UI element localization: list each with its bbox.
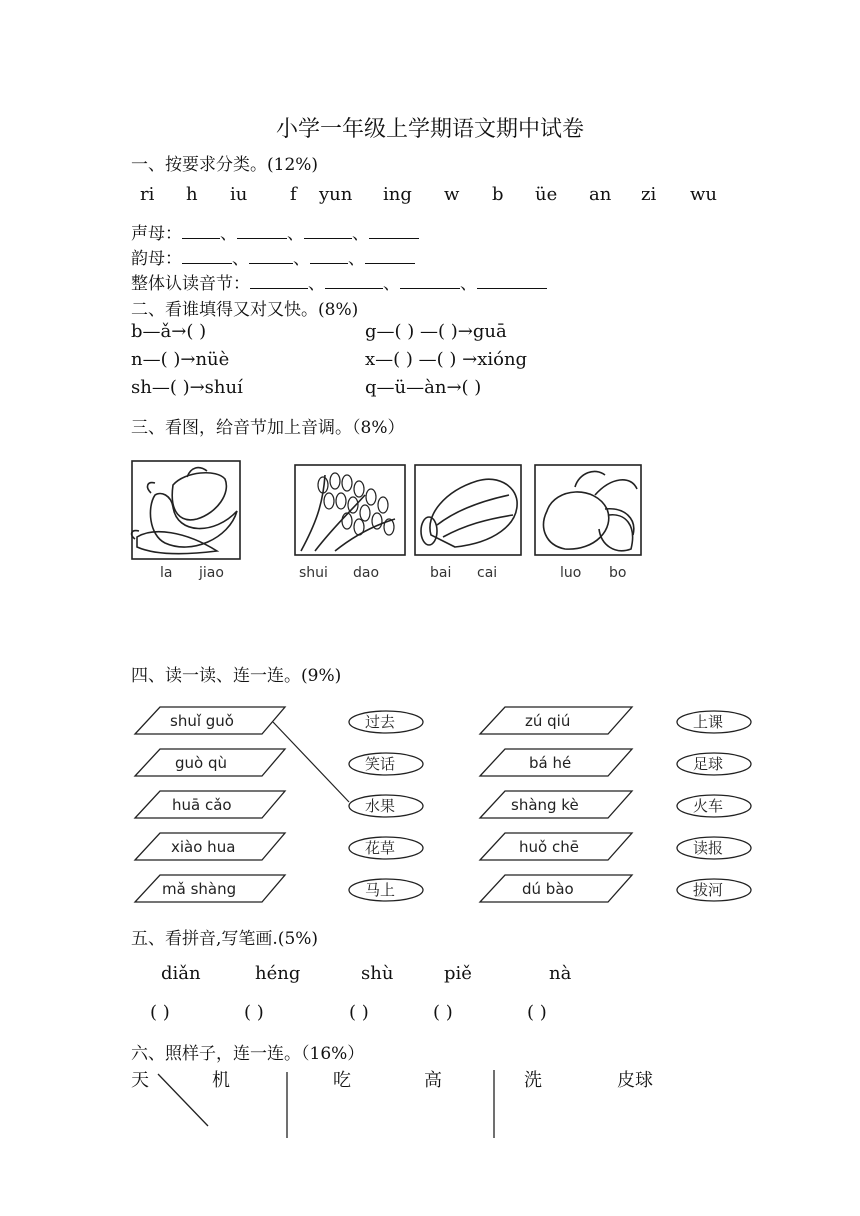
fill-item: x—( ) —( ) →xióng xyxy=(365,349,528,370)
chili-pepper-icon xyxy=(132,461,240,559)
stroke-pinyin: shù xyxy=(361,963,394,984)
word-label: 拔河 xyxy=(693,881,724,899)
word-label: 花草 xyxy=(365,839,396,857)
answer-blank[interactable] xyxy=(182,249,232,264)
pinyin-label: dú bào xyxy=(522,880,574,898)
letter-item: b xyxy=(492,184,504,205)
letter-item: yun xyxy=(319,184,353,205)
caption-syllable: bai xyxy=(430,565,452,581)
letter-item: an xyxy=(589,184,612,205)
page-title: 小学一年级上学期语文期中试卷 xyxy=(275,117,584,142)
letter-item: ri xyxy=(140,184,155,205)
match-word: 皮球 xyxy=(617,1070,653,1091)
letter-item: üe xyxy=(535,184,558,205)
match-word: 天 xyxy=(131,1070,149,1091)
caption-syllable: bo xyxy=(609,565,627,581)
caption-syllable: jiao xyxy=(199,565,224,581)
stroke-pinyin: diǎn xyxy=(161,963,201,984)
match-word: 洗 xyxy=(524,1070,542,1091)
pinyin-label: guò qù xyxy=(175,754,228,772)
caption-syllable: luo xyxy=(560,565,582,581)
stroke-answer-blank[interactable]: ( ) xyxy=(244,1002,264,1023)
letter-item: h xyxy=(186,184,198,205)
pinyin-label: huǒ chē xyxy=(519,838,579,856)
example-connector-line xyxy=(158,1074,208,1126)
section-2-heading: 二、看谁填得又对又快。(8%) xyxy=(131,300,359,320)
answer-blank[interactable] xyxy=(477,274,547,289)
rice-plant-icon xyxy=(295,465,405,555)
pinyin-label: shàng kè xyxy=(511,796,579,814)
fill-item: n—( )→nüè xyxy=(131,349,230,370)
word-label: 水果 xyxy=(365,797,396,815)
example-connector-line xyxy=(273,722,349,802)
word-label: 火车 xyxy=(693,797,724,815)
fill-item: sh—( )→shuí xyxy=(131,377,243,398)
stroke-pinyin: piě xyxy=(444,963,472,984)
word-label: 上课 xyxy=(693,713,724,731)
cabbage-icon xyxy=(415,465,521,555)
stroke-answer-blank[interactable]: ( ) xyxy=(150,1002,170,1023)
section-3-heading: 三、看图，给音节加上音调。（8%） xyxy=(131,418,405,438)
row-label: 韵母： xyxy=(131,249,182,269)
word-label: 笑话 xyxy=(365,755,396,773)
fill-item: g—( ) —( )→guā xyxy=(365,321,507,342)
answer-blank[interactable] xyxy=(325,274,383,289)
letter-item: ing xyxy=(383,184,412,205)
section-6-lines xyxy=(150,1066,510,1141)
section-6-heading: 六、照样子，连一连。（16%） xyxy=(131,1044,365,1064)
pinyin-label: xiào hua xyxy=(171,838,236,856)
answer-blank[interactable] xyxy=(237,224,287,239)
match-word: 吃 xyxy=(333,1070,351,1091)
section-5-heading: 五、看拼音,写笔画.(5%) xyxy=(131,929,319,949)
pinyin-label: shuǐ guǒ xyxy=(170,712,234,730)
stroke-answer-blank[interactable]: ( ) xyxy=(433,1002,453,1023)
caption-syllable: dao xyxy=(353,565,380,581)
fill-item: q—ü—àn→( ) xyxy=(365,377,482,398)
word-label: 过去 xyxy=(365,713,396,731)
row-label: 整体认读音节： xyxy=(131,274,250,294)
match-word: 高 xyxy=(424,1070,442,1091)
stroke-pinyin: nà xyxy=(549,963,572,984)
letter-item: f xyxy=(290,184,297,205)
answer-blank[interactable] xyxy=(400,274,460,289)
caption-syllable: shui xyxy=(299,565,328,581)
pinyin-label: zú qiú xyxy=(525,712,571,730)
answer-blank[interactable] xyxy=(182,224,220,239)
stroke-pinyin: héng xyxy=(255,963,301,984)
pinyin-label: huā cǎo xyxy=(172,796,232,814)
stroke-answer-blank[interactable]: ( ) xyxy=(527,1002,547,1023)
word-label: 读报 xyxy=(693,839,724,857)
word-label: 足球 xyxy=(693,755,724,773)
section-1-heading: 一、按要求分类。(12%) xyxy=(131,155,319,175)
matching-exercise xyxy=(125,700,765,915)
caption-syllable: cai xyxy=(477,565,498,581)
pinyin-label: bá hé xyxy=(529,754,572,772)
answer-blank[interactable] xyxy=(249,249,293,264)
whole-syllables-row: 整体认读音节： 、 、 、 xyxy=(131,269,547,294)
word-label: 马上 xyxy=(365,881,396,899)
pinyin-label: mǎ shàng xyxy=(162,880,237,898)
finals-row: 韵母： 、 、 、 xyxy=(131,244,415,269)
answer-blank[interactable] xyxy=(250,274,308,289)
fill-item: b—ǎ→( ) xyxy=(131,321,207,342)
letter-item: w xyxy=(444,184,460,205)
row-label: 声母： xyxy=(131,224,182,244)
letter-item: zi xyxy=(641,184,657,205)
initials-row: 声母： 、 、 、 xyxy=(131,219,419,244)
caption-syllable: la xyxy=(160,565,173,581)
answer-blank[interactable] xyxy=(304,224,352,239)
stroke-answer-blank[interactable]: ( ) xyxy=(349,1002,369,1023)
section-4-heading: 四、读一读、连一连。(9%) xyxy=(131,666,342,686)
letter-item: wu xyxy=(690,184,717,205)
answer-blank[interactable] xyxy=(365,249,415,264)
letter-item: iu xyxy=(230,184,248,205)
radish-icon xyxy=(535,465,641,555)
picture-row xyxy=(125,455,655,590)
answer-blank[interactable] xyxy=(310,249,348,264)
answer-blank[interactable] xyxy=(369,224,419,239)
match-word: 机 xyxy=(212,1070,230,1091)
